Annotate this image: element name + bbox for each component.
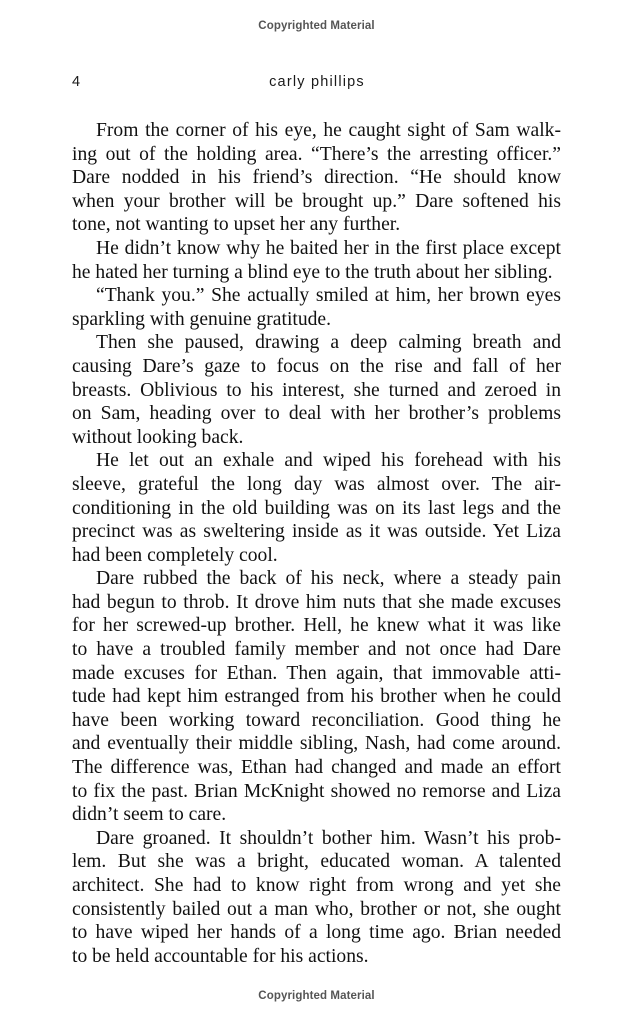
text-line: he hated her turning a blind eye to the truth about her sibling. [72,261,553,283]
text-line: “Thank you.” She actually smiled at him, her brown eyes [96,285,561,307]
text-line: had begun to throb. It drove him nuts that she made excuses [72,591,561,613]
text-line: Dare rubbed the back of his neck, where a steady pain [96,568,561,590]
text-line: to have wiped her hands of a long time ago. Brian needed [72,922,561,944]
text-line: and eventually their middle sibling, Nash, had come around. [72,733,561,755]
text-line: to be held accountable for his actions. [72,945,369,967]
text-line: causing Dare’s gaze to focus on the rise and fall of her [72,355,561,377]
text-line: made excuses for Ethan. Then again, that immovable atti- [72,662,561,684]
text-line: sleeve, grateful the long day was almost over. The air- [72,473,561,495]
text-line: to have a troubled family member and not once had Dare [72,639,561,661]
text-line: lem. But she was a bright, educated woman. A talented [72,851,561,873]
text-line: on Sam, heading over to deal with her brother’s problems [72,403,561,425]
copyright-watermark-bottom: Copyrighted Material [258,990,375,1002]
copyright-watermark-top: Copyrighted Material [258,20,375,32]
text-line: architect. She had to know right from wrong and yet she [72,875,561,896]
text-line: when your brother will be brought up.” Dare softened his [72,190,561,212]
text-line: conditioning in the old building was on its last legs and the [72,497,561,519]
text-line: consistently bailed out a man who, brother or not, she ought [72,898,561,920]
text-line: precinct was as sweltering inside as it was outside. Yet Liza [72,521,561,543]
text-line: without looking back. [72,426,244,448]
text-line: tone, not wanting to upset her any further. [72,214,401,236]
running-head [72,74,562,96]
page-number: 4 [72,74,81,90]
text-line: have been working toward reconciliation. Good thing he [72,709,561,731]
text-line: ing out of the holding area. “There’s the arresting officer.” [72,143,561,165]
text-line: didn’t seem to care. [72,804,227,826]
text-line: breasts. Oblivious to his interest, she turned and zeroed in [72,379,561,401]
text-line: He let out an exhale and wiped his forehead with his [96,450,561,472]
text-line: He didn’t know why he baited her in the first place except [96,237,561,259]
text-line: Then she paused, drawing a deep calming breath and [96,332,561,354]
text-line: sparkling with genuine gratitude. [72,308,332,330]
text-line: Dare groaned. It shouldn’t bother him. Wasn’t his prob- [96,827,561,849]
text-line: From the corner of his eye, he caught sight of Sam walk- [96,120,561,141]
text-line: tude had kept him estranged from his brother when he could [72,686,561,708]
text-line: for her screwed-up brother. Hell, he knew what it was like [72,615,561,637]
body-text [72,119,561,968]
running-head-author: carly phillips [269,74,365,90]
text-line: The difference was, Ethan had changed and made an effort [72,757,561,779]
text-line: Dare nodded in his friend’s direction. “He should know [72,167,561,189]
text-line: to fix the past. Brian McKnight showed no remorse and Liza [72,780,561,802]
text-line: had been completely cool. [72,544,278,566]
